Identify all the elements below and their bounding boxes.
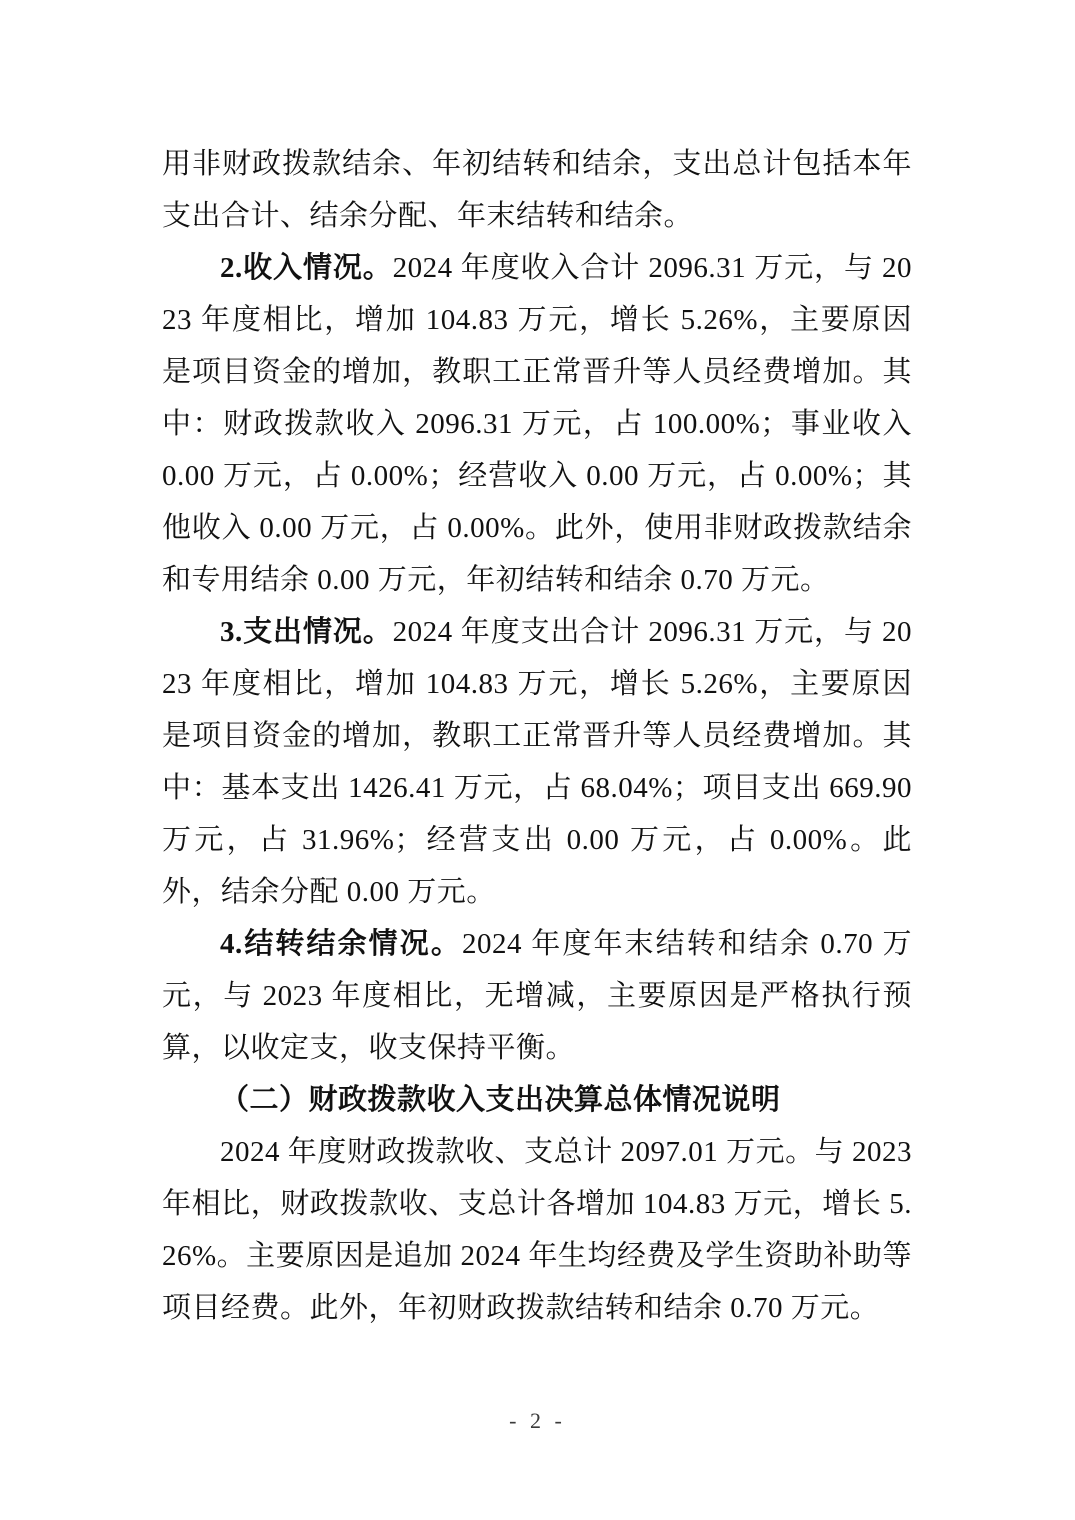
paragraph-lead: 3.支出情况。: [220, 616, 393, 648]
paragraph-text: 2024 年度支出合计 2096.31 万元，与 2023 年度相比，增加 104.83 万元，增长 5.26%，主要原因是项目资金的增加，教职工正常晋升等人员经费增加。其中：基本支出 1426.41 万元，占 68.04%；项目支出 669.90 万元，占 31.96%；经营支出 0.00 万元，占 0.00%。此外，结余分配 0.00 万元。: [162, 616, 912, 908]
paragraph-lead: 2.收入情况。: [220, 252, 393, 284]
paragraph-text: 2024 年度年末结转和结余 0.70 万元，与 2023 年度相比，无增减，主要原因是严格执行预算，以收定支，收支保持平衡。: [162, 928, 912, 1064]
paragraph-text: 2024 年度财政拨款收、支总计 2097.01 万元。与 2023 年相比，财政拨款收、支总计各增加 104.83 万元，增长 5.26%。主要原因是追加 2024 年生均经费及学生资助补助等项目经费。此外，年初财政拨款结转和结余 0.70 万元。: [162, 1136, 912, 1324]
page-number: - 2 -: [509, 1408, 566, 1433]
paragraph-carryover-overview: [162, 918, 912, 1074]
heading-text: （二）财政拨款收入支出决算总体情况说明: [220, 1084, 781, 1116]
paragraph-fiscal-appropriation-detail: [162, 1126, 912, 1334]
section-heading-fiscal-appropriation: [162, 1074, 912, 1126]
paragraph-text: 2024 年度收入合计 2096.31 万元，与 2023 年度相比，增加 104.83 万元，增长 5.26%，主要原因是项目资金的增加，教职工正常晋升等人员经费增加。其中：财政拨款收入 2096.31 万元，占 100.00%；事业收入 0.00 万元，占 0.00%；经营收入 0.00 万元，占 0.00%；其他收入 0.00 万元，占 0.00%。此外，使用非财政拨款结余和专用结余 0.00 万元，年初结转和结余 0.70 万元。: [162, 252, 912, 596]
paragraph-lead: 4.结转结余情况。: [220, 928, 462, 960]
paragraph-income-overview: [162, 242, 912, 606]
document-body: [162, 138, 912, 1334]
paragraph-continuation: [162, 138, 912, 242]
paragraph-text: 用非财政拨款结余、年初结转和结余，支出总计包括本年支出合计、结余分配、年末结转和结余。: [162, 148, 912, 232]
paragraph-expenditure-overview: [162, 606, 912, 918]
